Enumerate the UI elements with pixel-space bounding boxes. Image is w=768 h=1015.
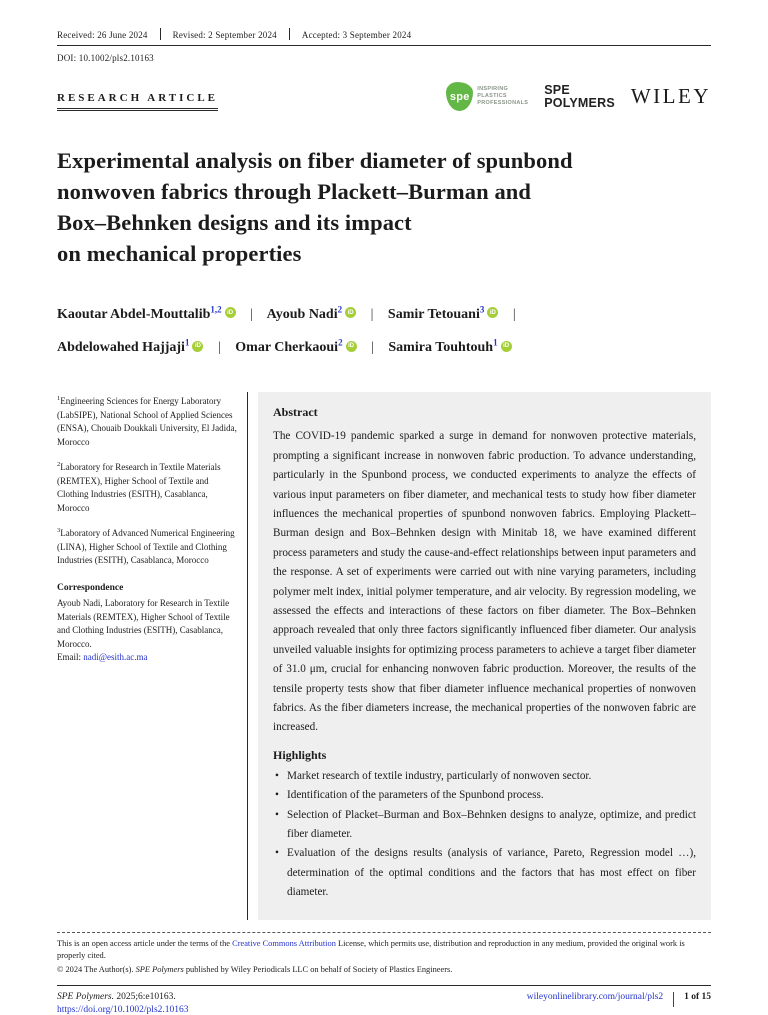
author-affiliation-sup: 1 [493, 337, 498, 348]
affiliation: $^2$Laboratory for Research in Textile Materials (REMTEX), Higher School of Textile and Clothing Industries (ESITH), Casablanca, Morocco [57, 461, 221, 513]
affiliation: $^3$Laboratory of Advanced Numerical Engineering (LINA), Higher School of Textile and Clothing Industries (ESITH), Casablanca, Morocco [57, 527, 235, 566]
author-affiliation-sup: 3 [479, 304, 485, 314]
affiliations-column [57, 392, 247, 919]
spe-tagline [477, 86, 528, 107]
correspondence-email-line: Email: nadi@esith.ac.ma [57, 652, 148, 663]
spe-polymers-line: SPE [544, 82, 570, 97]
journal-name: SPE Polymers [135, 964, 184, 974]
highlight-item: • Identification of the parameters of the Spunbond process. [273, 786, 696, 805]
author-name: Abdelowahed Hajjaji [57, 340, 185, 356]
highlights-list [273, 767, 696, 903]
abstract-body: The COVID-19 pandemic sparked a surge in demand for nonwoven protective materials, prompting a significant increase in nonwoven fabric production. To advance understanding, particularly in the Spunbond process, we conducted experiments to analyze the effects of various input parameters on fiber diameter, and mechanical tests to study how fiber diameter influences the mechanical properties of spunbond nonwoven fabrics. Employing Plackett–Burman design and Box–Behnken design with Minitab 18, we have examined different process parameters and study the cause-and-effect relationships between input parameters and the response. A set of experiments were carried out with nine varying parameters, including polymer melt index, initial polymer temperature, and air velocity. By regression modeling, we assessed the effects and interactions of these factors on fiber diameter. The Box–Behnken approach revealed that only three factors significantly influenced fiber diameter. Our analysis unveiled valuable insights for optimizing process parameters to achieve a target fiber diameter of 31.0 μm, crucial for enhancing nonwoven fabric production. Moreover, the results of the tensile property tests show that fiber diameter influence mechanical properties of nonwoven fabrics. As the fiber diameters increase, the mechanical properties of the nonwoven fabric are increased. [273, 430, 696, 734]
highlight-item: • Evaluation of the designs results (analysis of variance, Pareto, Regression model …), determination of the optimal conditions and the factors that has most effect on fiber diameter. [273, 844, 696, 902]
footer-right [527, 992, 711, 1015]
author-separator: | [250, 306, 253, 322]
author-separator: | [370, 306, 374, 322]
orcid-icon[interactable]: iD [345, 307, 356, 318]
author-separator: | [512, 306, 516, 322]
highlight-item: • Selection of Placket–Burman and Box–Behnken designs to analyze, optimize, and predict fiber diameter. [273, 806, 696, 845]
article-type-label: RESEARCH ARTICLE [57, 92, 218, 111]
header-row [57, 77, 711, 111]
author [235, 337, 356, 356]
spe-society-logo [446, 82, 528, 111]
spe-logo-text: spe [449, 90, 470, 103]
received-date: Received: 26 June 2024 [57, 30, 148, 40]
affiliation: $^1$Engineering Sciences for Energy Laboratory (LabSIPE), National School of Applied Sciences (ENSA), Chouaib Doukkali University, El Jadida, Morocco [57, 395, 237, 447]
author [388, 337, 511, 356]
article-title [57, 145, 711, 269]
doi-link[interactable]: https://doi.org/10.1002/pls2.10163 [57, 1005, 189, 1015]
author-line [57, 329, 711, 363]
spe-tagline-line: PROFESSIONALS [477, 100, 529, 106]
bullet-glyph: • [275, 847, 279, 860]
spe-polymers-logo [544, 84, 615, 110]
page-footer [57, 992, 711, 1015]
revised-date: Revised: 2 September 2024 [172, 30, 277, 40]
author-name: Ayoub Nadi [266, 306, 338, 322]
spe-polymers-line: POLYMERS [544, 95, 615, 110]
orcid-icon[interactable]: iD [487, 307, 498, 318]
spe-tagline-line: PLASTICS [477, 93, 507, 99]
accepted-date: Accepted: 3 September 2024 [301, 30, 412, 40]
orcid-icon[interactable]: iD [501, 341, 512, 352]
author-name: Samir Tetouani [387, 306, 480, 322]
bullet-glyph: • [275, 789, 279, 802]
title-line: nonwoven fabrics through Plackett–Burman and [57, 179, 532, 204]
author-name: Kaoutar Abdel-Mouttalib [57, 306, 211, 322]
spe-tagline-line: INSPIRING [477, 86, 509, 92]
abstract-heading: Abstract [273, 405, 318, 420]
title-line: Box–Behnken designs and its impact [57, 210, 412, 235]
highlights-heading: Highlights [273, 747, 327, 762]
correspondence-body: Ayoub Nadi, Laboratory for Research in Textile Materials (REMTEX), Higher School of Textile and Clothing Industries (ESITH), Casablanca, Morocco. [57, 598, 230, 649]
footer-bar [673, 992, 674, 1007]
author-affiliation-sup: 1,2 [210, 304, 222, 314]
review-dates-row [57, 28, 711, 46]
journal-website-link[interactable]: wileyonlinelibrary.com/journal/pls2 [526, 992, 664, 1003]
correspondence-heading: Correspondence [57, 582, 124, 593]
spe-logo-icon [446, 82, 473, 111]
column-divider [247, 392, 248, 919]
author-line [57, 295, 711, 329]
abstract-panel [258, 392, 711, 919]
author [387, 304, 498, 322]
copyright-text: © 2024 The Author(s). SPE Polymers published by Wiley Periodicals LLC on behalf of Society of Plastics Engineers. [57, 964, 453, 974]
title-line: on mechanical properties [57, 241, 302, 266]
citation-block [57, 992, 189, 1015]
journal-citation: SPE Polymers. 2025;6:e10163. [57, 992, 176, 1003]
email-link[interactable]: nadi@esith.ac.ma [83, 652, 148, 663]
orcid-icon[interactable]: iD [346, 341, 357, 352]
author-separator: | [371, 340, 374, 356]
author-affiliation-sup: 2 [337, 304, 343, 314]
author-name: Omar Cherkaoui [235, 340, 339, 356]
author [266, 304, 356, 322]
orcid-icon[interactable]: iD [192, 341, 203, 352]
author-byline [57, 295, 711, 362]
doi-label: DOI: 10.1002/pls2.10163 [57, 53, 154, 63]
highlight-item: • Market research of textile industry, particularly of nonwoven sector. [273, 767, 696, 786]
author [57, 337, 203, 356]
author-separator: | [217, 340, 221, 356]
footer-divider [57, 985, 711, 986]
cc-license-link[interactable]: Creative Commons Attribution [232, 938, 336, 948]
author-affiliation-sup: 1 [184, 337, 190, 348]
publisher-logos [446, 82, 711, 111]
title-line: Experimental analysis on fiber diameter of spunbond [57, 148, 573, 173]
dashed-divider [57, 932, 711, 933]
author [57, 304, 236, 322]
page-number: 1 of 15 [684, 992, 711, 1003]
bullet-glyph: • [275, 808, 279, 821]
wiley-logo: WILEY [630, 84, 711, 108]
author-affiliation-sup: 2 [338, 337, 343, 348]
orcid-icon[interactable]: iD [225, 307, 236, 318]
journal-name: SPE Polymers. [57, 992, 114, 1003]
author-name: Samira Touhtouh [388, 340, 494, 356]
bullet-glyph: • [275, 769, 279, 782]
license-text: This is an open access article under the terms of the Creative Commons Attribution License, which permits use, distribution and reproduction in any medium, provided the original work is properly cited. [57, 938, 685, 961]
main-columns [57, 392, 711, 919]
